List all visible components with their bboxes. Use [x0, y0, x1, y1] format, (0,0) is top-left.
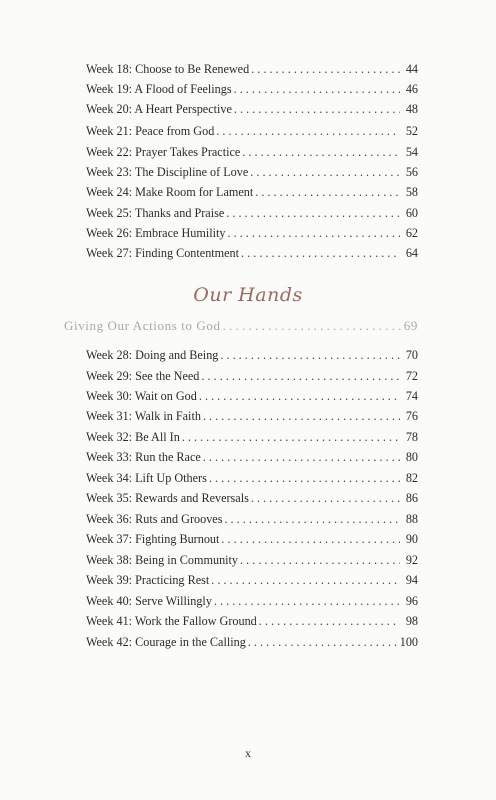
entry-title: Week 28: Doing and Being — [86, 348, 219, 362]
entry-page-number: 76 — [405, 409, 418, 423]
entry-title: Week 32: Be All In — [86, 430, 180, 444]
entry-page-number: 98 — [405, 614, 418, 628]
entry-page-number: 72 — [405, 369, 418, 383]
entry-page-number: 64 — [405, 246, 418, 260]
dot-leader — [214, 594, 400, 608]
part-heading — [64, 318, 418, 334]
entry-page-number: 52 — [405, 124, 418, 138]
entry-title: Week 20: A Heart Perspective — [86, 102, 232, 116]
toc-entry-week-34 — [86, 471, 418, 485]
entry-title: Week 23: The Discipline of Love — [86, 165, 249, 179]
entry-page-number: 56 — [405, 165, 418, 179]
toc-entry-week-32 — [86, 430, 418, 444]
toc-entry-week-18 — [86, 62, 418, 76]
dot-leader — [216, 124, 400, 138]
page-folio: x — [245, 746, 251, 760]
toc-entry-week-42 — [86, 635, 418, 649]
entry-page-number: 96 — [405, 594, 418, 608]
dot-leader — [251, 491, 400, 505]
dot-leader — [201, 369, 400, 383]
toc-entry-week-38 — [86, 553, 418, 567]
dot-leader — [250, 165, 400, 179]
entry-page-number: 78 — [405, 430, 418, 444]
dot-leader — [209, 471, 400, 485]
dot-leader — [224, 512, 400, 526]
entry-title: Week 41: Work the Fallow Ground — [86, 614, 257, 628]
toc-entry-week-22 — [86, 145, 418, 159]
toc-entry-week-29 — [86, 369, 418, 383]
toc-entry-week-26 — [86, 226, 418, 240]
entry-title: Week 38: Being in Community — [86, 553, 239, 567]
entry-title: Week 21: Peace from God — [86, 124, 215, 138]
entry-title: Week 40: Serve Willingly — [86, 594, 212, 608]
toc-entry-week-24 — [86, 185, 418, 199]
dot-leader — [220, 348, 400, 362]
dot-leader — [240, 553, 400, 567]
toc-entry-week-35 — [86, 491, 418, 505]
dot-leader — [227, 226, 400, 240]
entry-page-number: 88 — [405, 512, 418, 526]
entry-title: Week 24: Make Room for Lament — [86, 185, 254, 199]
entry-title: Week 19: A Flood of Feelings — [86, 82, 232, 96]
entry-page-number: 94 — [405, 573, 418, 587]
entry-title: Week 31: Walk in Faith — [86, 409, 201, 423]
dot-leader — [251, 62, 400, 76]
dot-leader — [234, 82, 400, 96]
toc-entry-week-28 — [86, 348, 418, 362]
dot-leader — [259, 614, 400, 628]
toc-entry-week-21 — [86, 124, 418, 138]
entry-title: Week 18: Choose to Be Renewed — [86, 62, 250, 76]
entry-page-number: 60 — [405, 206, 418, 220]
entry-title: Week 29: See the Need — [86, 369, 200, 383]
entry-page-number: 54 — [405, 145, 418, 159]
dot-leader — [203, 450, 400, 464]
entry-page-number: 44 — [405, 62, 418, 76]
toc-entry-week-31 — [86, 409, 418, 423]
dot-leader — [221, 532, 400, 546]
toc-entry-week-40 — [86, 594, 418, 608]
toc-entry-week-20 — [86, 102, 418, 116]
dot-leader — [234, 102, 400, 116]
dot-leader — [242, 145, 400, 159]
dot-leader — [199, 389, 400, 403]
entry-page-number: 62 — [405, 226, 418, 240]
entry-title: Week 35: Rewards and Reversals — [86, 491, 249, 505]
dot-leader — [211, 573, 400, 587]
entry-page-number: 48 — [405, 102, 418, 116]
entry-title: Week 30: Wait on God — [86, 389, 197, 403]
entry-page-number: 80 — [405, 450, 418, 464]
toc-entry-week-19 — [86, 82, 418, 96]
toc-entry-week-37 — [86, 532, 418, 546]
dot-leader — [255, 185, 400, 199]
entry-page-number: 58 — [405, 185, 418, 199]
dot-leader — [241, 246, 400, 260]
entry-page-number: 86 — [405, 491, 418, 505]
entry-title: Week 36: Ruts and Grooves — [86, 512, 223, 526]
part-page-number: 69 — [403, 318, 418, 333]
entry-title: Week 39: Practicing Rest — [86, 573, 210, 587]
entry-title: Week 42: Courage in the Calling — [86, 635, 246, 649]
entry-title: Week 25: Thanks and Praise — [86, 206, 225, 220]
part-title: Giving Our Actions to God — [64, 318, 221, 333]
toc-entry-week-27 — [86, 246, 418, 260]
entry-page-number: 82 — [405, 471, 418, 485]
entry-title: Week 22: Prayer Takes Practice — [86, 145, 241, 159]
entry-title: Week 33: Run the Race — [86, 450, 201, 464]
entry-page-number: 74 — [405, 389, 418, 403]
entry-page-number: 46 — [405, 82, 418, 96]
dot-leader — [203, 409, 400, 423]
dot-leader — [182, 430, 400, 444]
toc-entry-week-41 — [86, 614, 418, 628]
entry-title: Week 34: Lift Up Others — [86, 471, 207, 485]
toc-entry-week-33 — [86, 450, 418, 464]
entry-page-number: 70 — [405, 348, 418, 362]
toc-entry-week-39 — [86, 573, 418, 587]
entry-page-number: 100 — [399, 635, 418, 649]
toc-entry-week-23 — [86, 165, 418, 179]
entry-page-number: 90 — [405, 532, 418, 546]
dot-leader — [248, 635, 398, 649]
toc-entry-week-36 — [86, 512, 418, 526]
entry-title: Week 26: Embrace Humility — [86, 226, 226, 240]
dot-leader — [223, 318, 402, 334]
entry-title: Week 37: Fighting Burnout — [86, 532, 220, 546]
dot-leader — [226, 206, 400, 220]
toc-entry-week-30 — [86, 389, 418, 403]
toc-entry-week-25 — [86, 206, 418, 220]
entry-page-number: 92 — [405, 553, 418, 567]
section-heading: Our Hands — [193, 284, 303, 306]
entry-title: Week 27: Finding Contentment — [86, 246, 240, 260]
